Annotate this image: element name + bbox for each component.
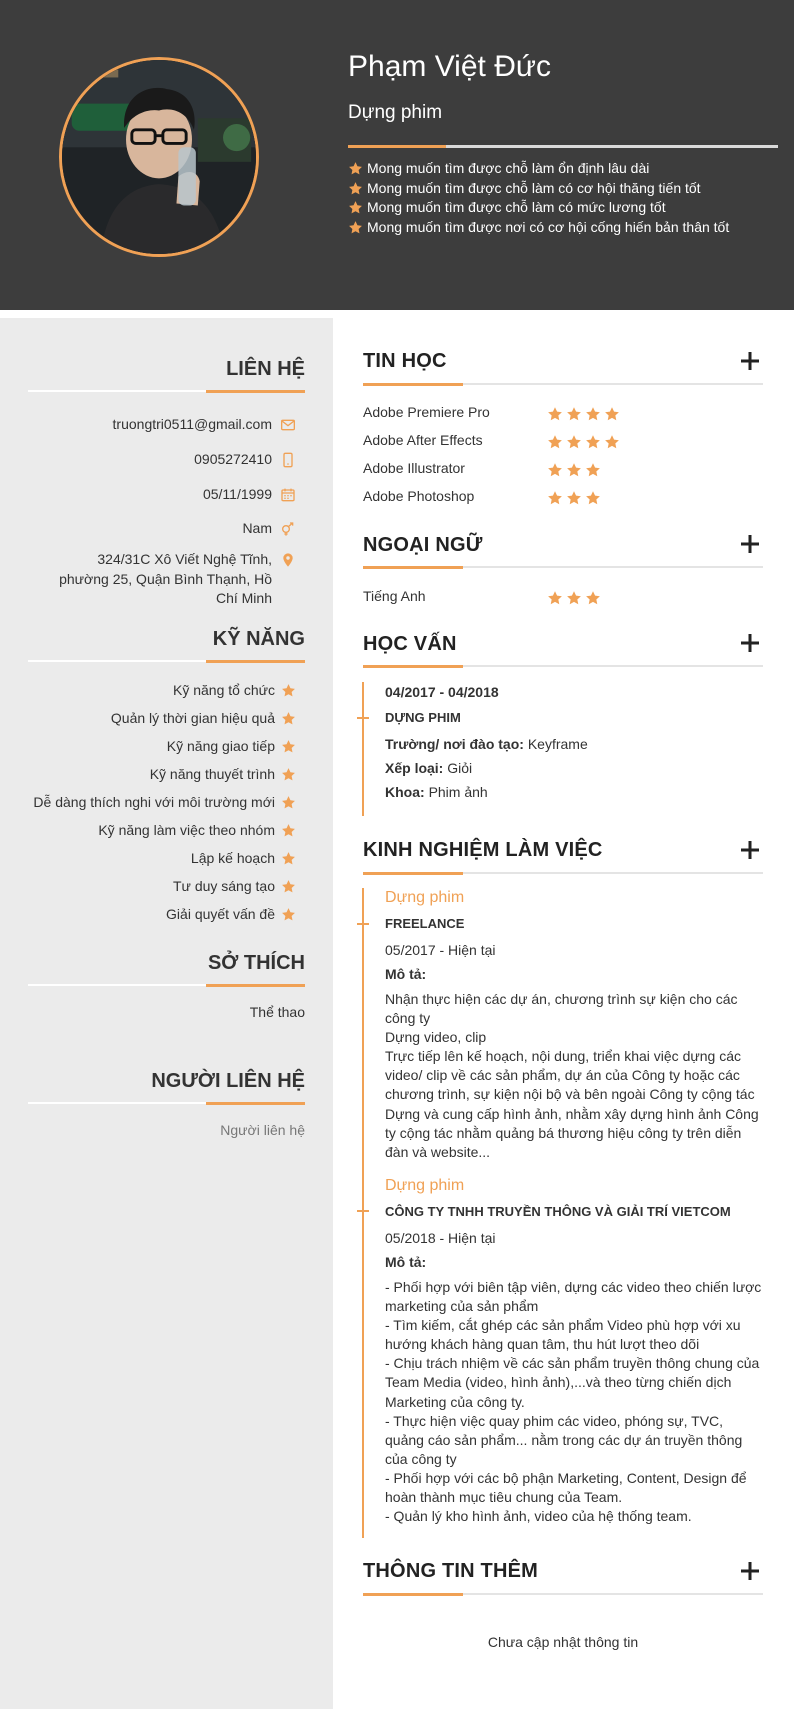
skill-item: Quản lý thời gian hiệu quả bbox=[111, 710, 296, 726]
skill-item: Kỹ năng thuyết trình bbox=[150, 766, 296, 782]
education-timeline bbox=[362, 682, 364, 816]
skill-item: Kỹ năng giao tiếp bbox=[167, 738, 296, 754]
skill-item: Kỹ năng làm việc theo nhóm bbox=[98, 822, 296, 838]
job-period: 05/2017 - Hiện tại bbox=[385, 942, 496, 958]
phone-icon bbox=[280, 452, 296, 468]
languages-section-title: NGOẠI NGỮ bbox=[363, 534, 483, 556]
it-skill-row: Adobe After Effects bbox=[363, 432, 763, 452]
education-school: Trường/ nơi đào tạo: Keyframe bbox=[385, 736, 588, 752]
plus-icon[interactable] bbox=[738, 1559, 762, 1583]
job-description: - Phối hợp với biên tập viên, dựng các video theo chiến lược marketing của sản phẩm - Tìm kiếm, cắt ghép các sản phẩm Video phù hợp với xu hướng khách hàng quan tâm, thu hút lượt theo dõi - Chịu trách nhiệm về các sản phẩm truyền thông chung của Team Media (video, hình ảnh),...và theo từng chiến dịch Marketing của công ty. - Thực hiện việc quay phim các video, phóng sự, TVC, quảng cáo sản phẩm... nằm trong các dự án truyền thông của công ty - Phối hợp với các bộ phận Marketing, Content, Design để hoàn thành mục tiêu chung của Team. - Quản lý kho hình ảnh, video của hệ thống team. bbox=[385, 1279, 762, 1525]
star-icon bbox=[585, 462, 601, 478]
plus-icon[interactable] bbox=[738, 631, 762, 655]
star-icon bbox=[566, 462, 582, 478]
job-title: Dựng phim bbox=[348, 102, 443, 123]
star-icon bbox=[281, 907, 296, 922]
star-icon bbox=[348, 200, 363, 215]
timeline-marker bbox=[357, 1210, 369, 1212]
contact-gender: Nam bbox=[242, 519, 296, 539]
star-icon bbox=[281, 767, 296, 782]
star-icon bbox=[547, 406, 563, 422]
star-icon bbox=[281, 711, 296, 726]
candidate-name: Phạm Việt Đức bbox=[348, 50, 551, 83]
experience-divider bbox=[363, 872, 763, 874]
star-icon bbox=[348, 181, 363, 196]
star-icon bbox=[566, 434, 582, 450]
job-desc-label: Mô tả: bbox=[385, 966, 427, 982]
education-divider bbox=[363, 665, 763, 667]
timeline-marker bbox=[357, 717, 369, 719]
skill-item: Kỹ năng tổ chức bbox=[173, 682, 296, 698]
star-icon bbox=[281, 851, 296, 866]
contact-section-divider bbox=[28, 390, 305, 392]
plus-icon[interactable] bbox=[738, 349, 762, 373]
experience-timeline bbox=[362, 888, 364, 1538]
avatar-photo bbox=[62, 60, 256, 254]
additional-info-note: Chưa cập nhật thông tin bbox=[487, 1634, 639, 1650]
references-section-divider bbox=[28, 1102, 305, 1104]
contact-birthday: 05/11/1999 bbox=[203, 485, 296, 505]
education-grade: Xếp loại: Giỏi bbox=[385, 760, 473, 776]
gender-icon bbox=[280, 521, 296, 537]
contact-address: 324/31C Xô Viết Nghệ Tĩnh, phường 25, Quận Bình Thạnh, Hồ Chí Minh bbox=[59, 550, 296, 609]
skill-item: Tư duy sáng tạo bbox=[173, 878, 296, 894]
hobbies-section-title: SỞ THÍCH bbox=[207, 952, 305, 974]
job-description: Nhận thực hiện các dự án, chương trình sự kiện cho các công ty Dựng video, clip Trực tiếp lên kế hoạch, nội dung, triển khai việc dựng các video/ clip về các sản phẩm, dự án của Công ty hoặc các chương trình, sự kiện nội bộ và bên ngoài Công ty cộng tác Dựng và cung cấp hình ảnh, nhằm xây dựng hình ảnh Công ty cộng tác nhằm quảng bá thương hiệu công ty trên diễn đàn và website... bbox=[385, 991, 759, 1160]
profile-header bbox=[0, 0, 794, 310]
job-position: Dựng phim bbox=[385, 1177, 465, 1194]
star-icon bbox=[585, 590, 601, 606]
job-company: FREELANCE bbox=[385, 916, 465, 931]
skill-rating bbox=[547, 490, 604, 506]
star-icon bbox=[566, 406, 582, 422]
calendar-icon bbox=[280, 487, 296, 503]
career-goal-item: Mong muốn tìm được chỗ làm có mức lương tốt bbox=[348, 198, 729, 218]
location-icon bbox=[280, 552, 296, 568]
star-icon bbox=[348, 220, 363, 235]
additional-info-section-title: THÔNG TIN THÊM bbox=[363, 1560, 539, 1582]
job-period: 05/2018 - Hiện tại bbox=[385, 1230, 496, 1246]
education-section-title: HỌC VẤN bbox=[363, 633, 457, 655]
hobbies-section-divider bbox=[28, 984, 305, 986]
star-icon bbox=[547, 590, 563, 606]
star-icon bbox=[547, 490, 563, 506]
job-desc-label: Mô tả: bbox=[385, 1254, 427, 1270]
job-company: CÔNG TY TNHH TRUYỀN THÔNG VÀ GIẢI TRÍ VIETCOM bbox=[385, 1204, 731, 1219]
star-icon bbox=[585, 434, 601, 450]
references-placeholder: Người liên hệ bbox=[220, 1122, 305, 1138]
career-goal-item: Mong muốn tìm được chỗ làm có cơ hội thăng tiến tốt bbox=[348, 179, 729, 199]
skill-item: Lập kế hoạch bbox=[191, 850, 296, 866]
experience-section-title: KINH NGHIỆM LÀM VIỆC bbox=[363, 839, 603, 861]
skills-section-title: KỸ NĂNG bbox=[212, 628, 305, 650]
avatar bbox=[59, 57, 259, 257]
star-icon bbox=[585, 490, 601, 506]
star-icon bbox=[585, 406, 601, 422]
plus-icon[interactable] bbox=[738, 838, 762, 862]
career-goals-list bbox=[348, 159, 729, 237]
star-icon bbox=[281, 879, 296, 894]
additional-info-divider bbox=[363, 1593, 763, 1595]
skill-item: Dễ dàng thích nghi với môi trường mới bbox=[33, 794, 296, 810]
skill-rating bbox=[547, 462, 604, 478]
star-icon bbox=[348, 161, 363, 176]
skill-item: Giải quyết vấn đề bbox=[166, 906, 296, 922]
star-icon bbox=[547, 462, 563, 478]
star-icon bbox=[281, 739, 296, 754]
skill-rating bbox=[547, 406, 623, 422]
languages-divider bbox=[363, 566, 763, 568]
plus-icon[interactable] bbox=[738, 532, 762, 556]
hobby-item: Thể thao bbox=[249, 1004, 305, 1020]
star-icon bbox=[281, 823, 296, 838]
career-goal-item: Mong muốn tìm được chỗ làm ổn định lâu dài bbox=[348, 159, 729, 179]
references-section-title: NGƯỜI LIÊN HỆ bbox=[151, 1070, 305, 1092]
star-icon bbox=[547, 434, 563, 450]
it-skills-section-title: TIN HỌC bbox=[363, 350, 447, 372]
star-icon bbox=[604, 434, 620, 450]
star-icon bbox=[281, 795, 296, 810]
language-rating bbox=[547, 590, 604, 606]
it-skill-row: Adobe Illustrator bbox=[363, 460, 763, 480]
education-period: 04/2017 - 04/2018 bbox=[385, 684, 499, 700]
star-icon bbox=[566, 590, 582, 606]
email-icon bbox=[280, 417, 296, 433]
timeline-marker bbox=[357, 923, 369, 925]
star-icon bbox=[281, 683, 296, 698]
it-skill-row: Adobe Photoshop bbox=[363, 488, 763, 508]
skill-rating bbox=[547, 434, 623, 450]
sidebar bbox=[0, 318, 333, 1709]
skills-section-divider bbox=[28, 660, 305, 662]
language-row: Tiếng Anh bbox=[363, 588, 763, 608]
star-icon bbox=[604, 406, 620, 422]
career-goal-item: Mong muốn tìm được nơi có cơ hội cống hiến bản thân tốt bbox=[348, 218, 729, 238]
contact-email[interactable]: truongtri0511@gmail.com bbox=[113, 415, 296, 435]
education-major: DỰNG PHIM bbox=[385, 710, 461, 725]
education-faculty: Khoa: Phim ảnh bbox=[385, 784, 488, 800]
job-position: Dựng phim bbox=[385, 889, 465, 906]
star-icon bbox=[566, 490, 582, 506]
it-skill-row: Adobe Premiere Pro bbox=[363, 404, 763, 424]
it-skills-divider bbox=[363, 383, 763, 385]
header-divider bbox=[348, 145, 778, 148]
contact-section-title: LIÊN HỆ bbox=[226, 358, 305, 380]
contact-phone[interactable]: 0905272410 bbox=[194, 450, 296, 470]
